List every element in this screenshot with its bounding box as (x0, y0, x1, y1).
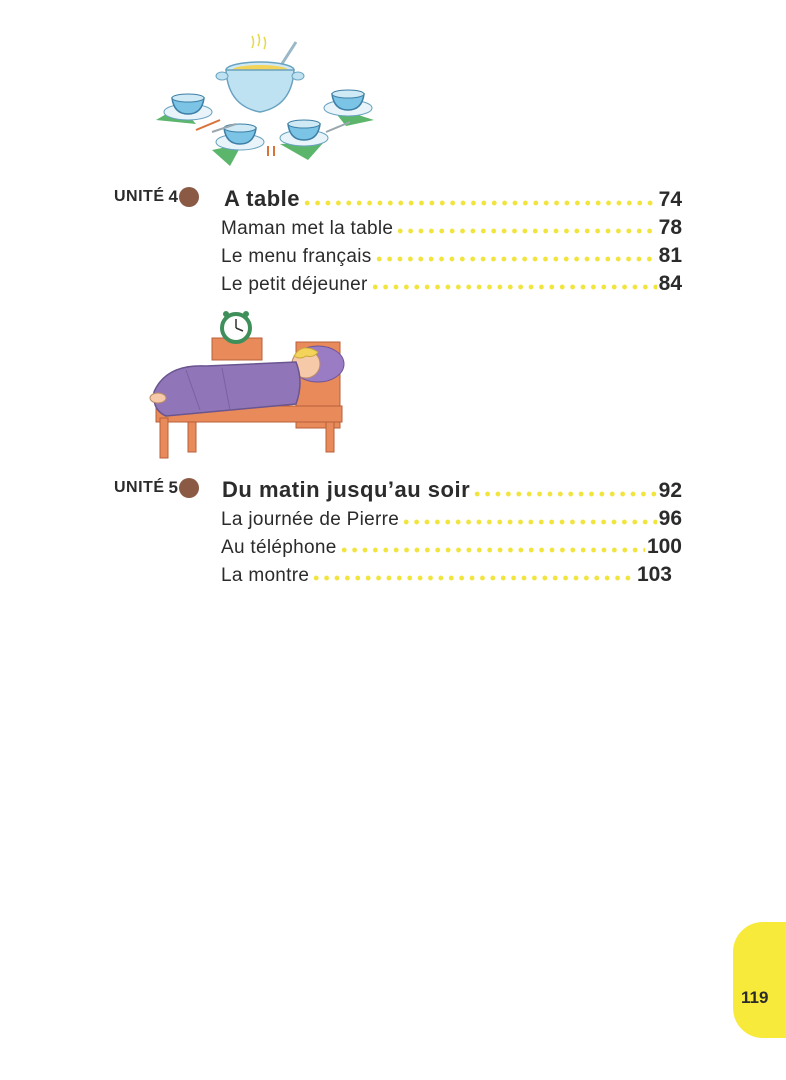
unit-4-heading (114, 184, 199, 210)
soup-tureen-illustration (150, 28, 380, 168)
unit-bullet-icon (179, 187, 199, 207)
toc-lesson-row[interactable] (221, 559, 672, 587)
toc-lesson-row[interactable] (221, 268, 682, 296)
toc-unit-title-row[interactable] (222, 475, 682, 503)
page-ref: 100 (646, 535, 682, 558)
toc-unit-title-row[interactable] (224, 184, 682, 212)
leader-dots (302, 200, 657, 206)
leader-dots (472, 491, 657, 497)
lesson-title: La journée de Pierre (221, 509, 400, 530)
lesson-title: Au téléphone (221, 537, 337, 558)
page-ref: 81 (658, 244, 682, 267)
sleeping-child-illustration (146, 306, 356, 462)
page-number-tab (733, 922, 786, 1038)
unit-label: UNITÉ (114, 479, 165, 496)
leader-dots (395, 228, 656, 234)
leader-dots (339, 547, 645, 553)
toc-lesson-row[interactable] (221, 531, 682, 559)
leader-dots (311, 575, 635, 581)
page-ref: 92 (658, 479, 682, 502)
unit-bullet-icon (179, 478, 199, 498)
toc-lesson-row[interactable] (221, 212, 682, 240)
unit-label: UNITÉ (114, 188, 165, 205)
page-ref: 96 (658, 507, 682, 530)
unit-number: 4 (168, 187, 178, 206)
lesson-title: Maman met la table (221, 218, 394, 239)
unit-title: Du matin jusqu’au soir (222, 477, 471, 502)
page-ref: 78 (658, 216, 682, 239)
page-ref: 103 (636, 563, 672, 586)
lesson-title: Le petit déjeuner (221, 274, 368, 295)
page-ref: 74 (658, 188, 682, 211)
unit-title: A table (224, 186, 301, 211)
leader-dots (401, 519, 656, 525)
leader-dots (370, 284, 657, 290)
unit-number: 5 (168, 478, 178, 497)
page-number: 119 (741, 988, 769, 1007)
lesson-title: La montre (221, 565, 310, 586)
toc-lesson-row[interactable] (221, 240, 682, 268)
toc-lesson-row[interactable] (221, 503, 682, 531)
page-ref: 84 (658, 272, 682, 295)
lesson-title: Le menu français (221, 246, 372, 267)
unit-5-heading (114, 475, 199, 501)
leader-dots (374, 256, 657, 262)
